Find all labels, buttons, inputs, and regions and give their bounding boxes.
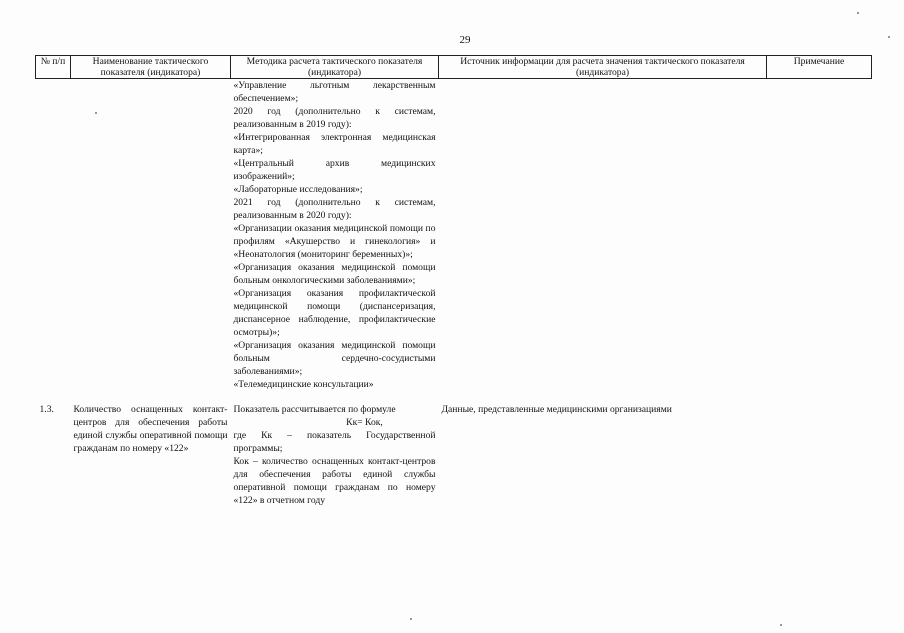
indicators-table: [35, 55, 872, 507]
scan-speck: [857, 12, 859, 14]
continuation-name: [71, 79, 231, 392]
indicator-method: [231, 403, 439, 507]
table-row-spacer: [36, 391, 872, 403]
continuation-method: «Управление льготным лекарственным обеспечением»; 2020 год (дополнительно к системам, реализованным в 2019 году): «Интегрированная электронная медицинская карта»; «Центральный архив медицинских изображений»; «Лабораторные исследования»; 2021 год (дополнительно к системам, реализованным в 2020 году): «Организации оказания медицинской помощи по профилям «Акушерство и гинекология» и «Неонатология (мониторинг беременных)»; «Организация оказания медицинской помощи больным онкологическими заболеваниями»; «Организация оказания профилактической медицинской помощи (диспансеризация, диспансерное наблюдение, профилактические осмотры)»; «Организация оказания медицинской помощи больным сердечно-сосудистыми заболеваниями»; «Телемедицинские консультации»: [233, 80, 436, 390]
header-row: [36, 56, 872, 79]
header-source: Источник информации для расчета значения тактического показателя (индикатора): [439, 56, 767, 79]
table-header: [36, 56, 872, 79]
header-note: Примечание: [767, 56, 872, 79]
scan-speck: [410, 618, 412, 620]
header-name: Наименование тактического показателя (индикатора): [71, 56, 231, 79]
scan-speck: [780, 624, 782, 626]
table-row-continuation: [36, 79, 872, 392]
scan-speck: [95, 112, 97, 114]
indicator-source: Данные, представленные медицинскими организациями: [441, 404, 672, 415]
spacer-cell: [36, 391, 872, 403]
method-intro: Показатель рассчитывается по формуле: [233, 404, 396, 415]
indicator-note: [767, 403, 872, 507]
continuation-source: [439, 79, 767, 392]
scan-speck: [888, 36, 890, 38]
method-formula: Кк= Кок,: [346, 417, 383, 428]
continuation-num: [36, 79, 71, 392]
indicator-name: Количество оснащенных контакт-центров для обеспечения работы единой службы оперативной помощи гражданам по номеру «122»: [73, 404, 228, 454]
header-method: Методика расчета тактического показателя (индикатора): [231, 56, 439, 79]
method-explanation: где Кк – показатель Государственной программы; Кок – количество оснащенных контакт-центров для обеспечения работы единой службы оперативной помощи гражданам по номеру «122» в отчетном году: [233, 430, 436, 506]
table-body: [36, 79, 872, 508]
table-row-1-3: [36, 403, 872, 507]
header-num: № п/п: [36, 56, 71, 79]
page-number: 29: [459, 34, 471, 46]
continuation-note: [767, 79, 872, 392]
row-number: 1.3.: [39, 404, 54, 415]
